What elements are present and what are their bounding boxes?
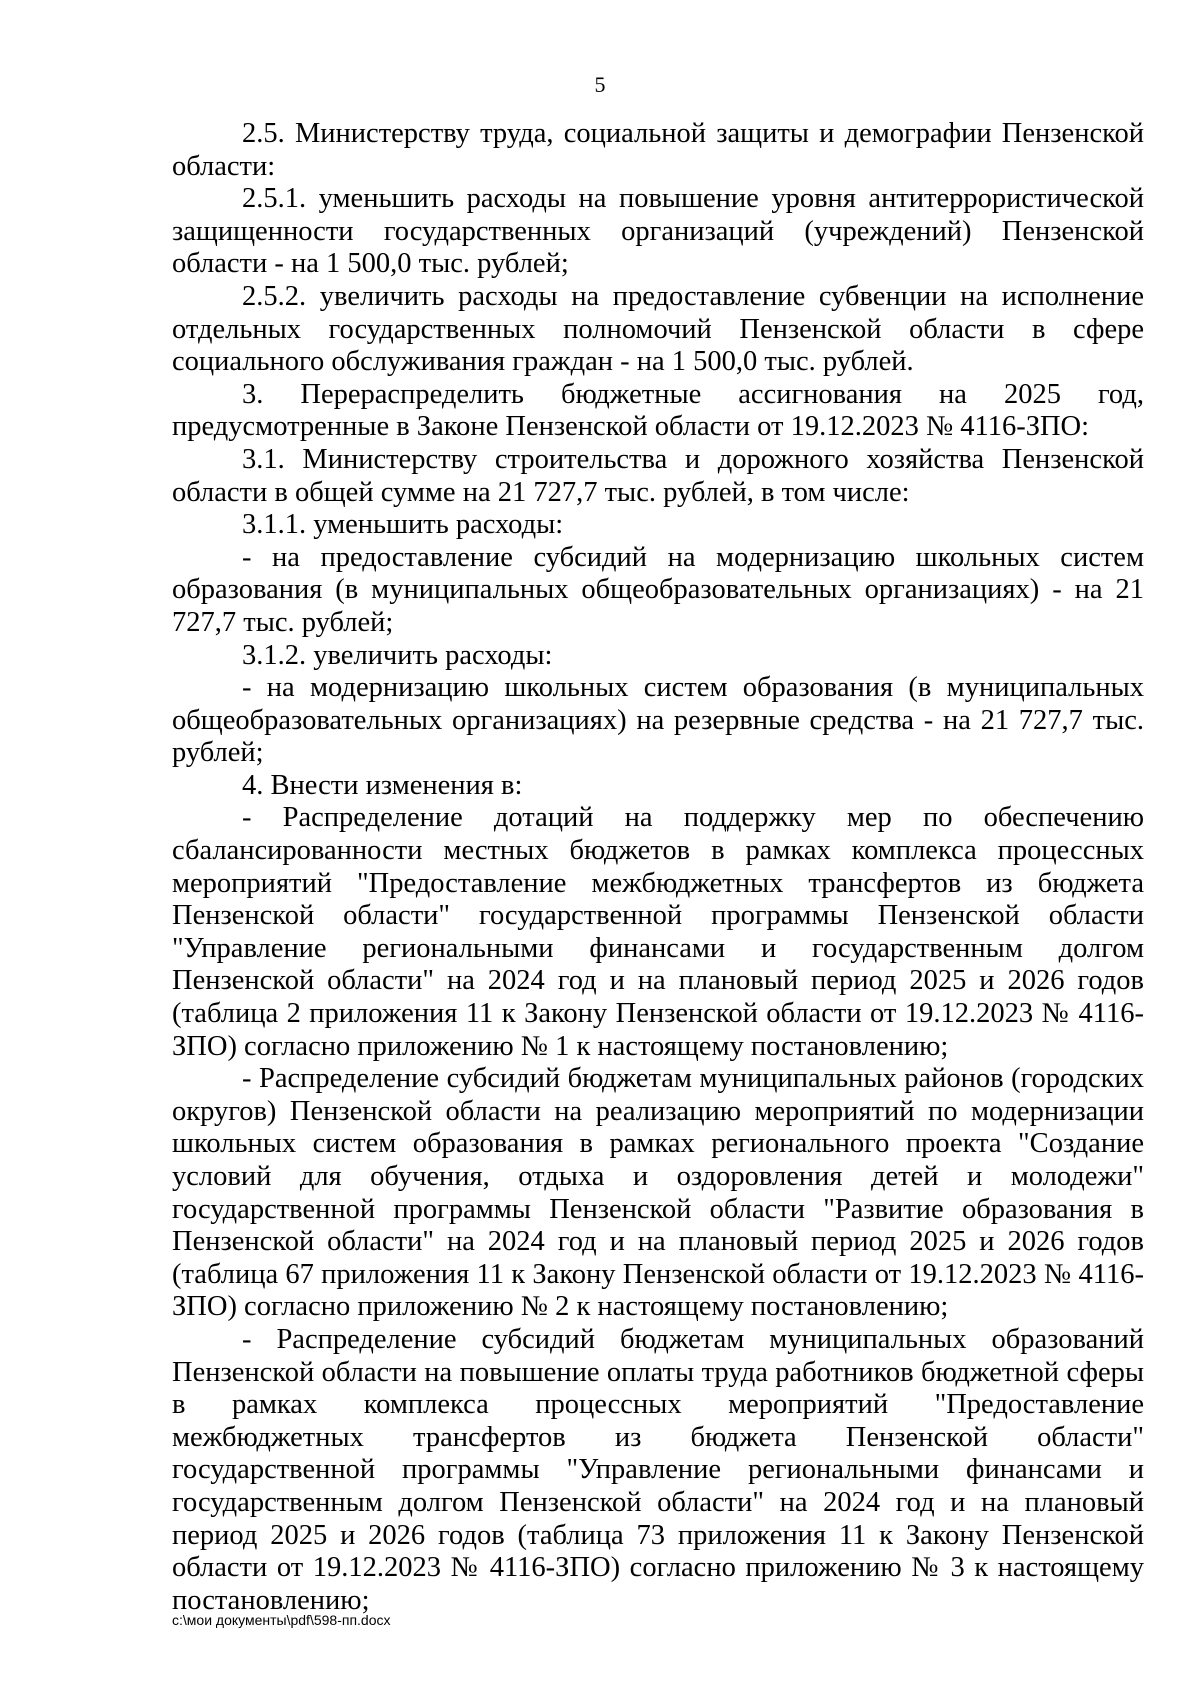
paragraph: 3.1. Министерству строительства и дорожного хозяйства Пензенской области в общей сумме на 21 727,7 тыс. рублей, в том числе: (172, 443, 1144, 508)
paragraph: 4. Внести изменения в: (242, 769, 523, 801)
paragraph: 2.5. Министерству труда, социальной защиты и демографии Пензенской области: (172, 118, 1144, 182)
paragraph: 3. Перераспределить бюджетные ассигнования на 2025 год, предусмотренные в Законе Пензенской области от 19.12.2023 № 4116-ЗПО: (172, 378, 1144, 443)
footer-file-path: c:\мои документы\pdf\598-пп.docx (172, 1612, 391, 1628)
document-body (172, 118, 1144, 1617)
paragraph: 3.1.1. уменьшить расходы: (242, 509, 564, 541)
paragraph: - Распределение дотаций на поддержку мер по обеспечению сбалансированности местных бюджетов в рамках комплекса процессных мероприятий "Предоставление межбюджетных трансфертов из бюджета Пензенской области" государственной программы Пензенской области "Управление региональными финансами и государственным долгом Пензенской области" на 2024 год и на плановый период 2025 и 2026 годов (таблица 2 приложения 11 к Закону Пензенской области от 19.12.2023 № 4116-ЗПО) согласно приложению № 1 к настоящему постановлению; (172, 802, 1144, 1062)
paragraph: - Распределение субсидий бюджетам муниципальных образований Пензенской области на повышение оплаты труда работников бюджетной сферы в рамках комплекса процессных мероприятий "Предоставление межбюджетных трансфертов из бюджета Пензенской области" государственной программы "Управление региональными финансами и государственным долгом Пензенской области" на 2024 год и на плановый период 2025 и 2026 годов (таблица 73 приложения 11 к Закону Пензенской области от 19.12.2023 № 4116-ЗПО) согласно приложению № 3 к настоящему постановлению; (172, 1323, 1144, 1616)
page-number: 5 (594, 72, 606, 97)
paragraph: - на модернизацию школьных систем образования (в муниципальных общеобразовательных организациях) на резервные средства - на 21 727,7 тыс. рублей; (172, 672, 1144, 769)
paragraph: 2.5.2. увеличить расходы на предоставление субвенции на исполнение отдельных государственных полномочий Пензенской области в сфере социального обслуживания граждан - на 1 500,0 тыс. рублей. (172, 280, 1144, 378)
paragraph: - Распределение субсидий бюджетам муниципальных районов (городских округов) Пензенской области на реализацию мероприятий по модернизации школьных систем образования в рамках регионального проекта "Создание условий для обучения, отдыха и оздоровления детей и молодежи" государственной программы Пензенской области "Развитие образования в Пензенской области" на 2024 год и на плановый период 2025 и 2026 годов (таблица 67 приложения 11 к Закону Пензенской области от 19.12.2023 № 4116-ЗПО) согласно приложению № 2 к настоящему постановлению; (172, 1063, 1144, 1323)
paragraph: 2.5.1. уменьшить расходы на повышение уровня антитеррористической защищенности государственных организаций (учреждений) Пензенской области - на 1 500,0 тыс. рублей; (172, 183, 1144, 280)
paragraph: - на предоставление субсидий на модернизацию школьных систем образования (в муниципальных общеобразовательных организациях) - на 21 727,7 тыс. рублей; (172, 541, 1144, 638)
paragraph: 3.1.2. увеличить расходы: (242, 639, 553, 671)
